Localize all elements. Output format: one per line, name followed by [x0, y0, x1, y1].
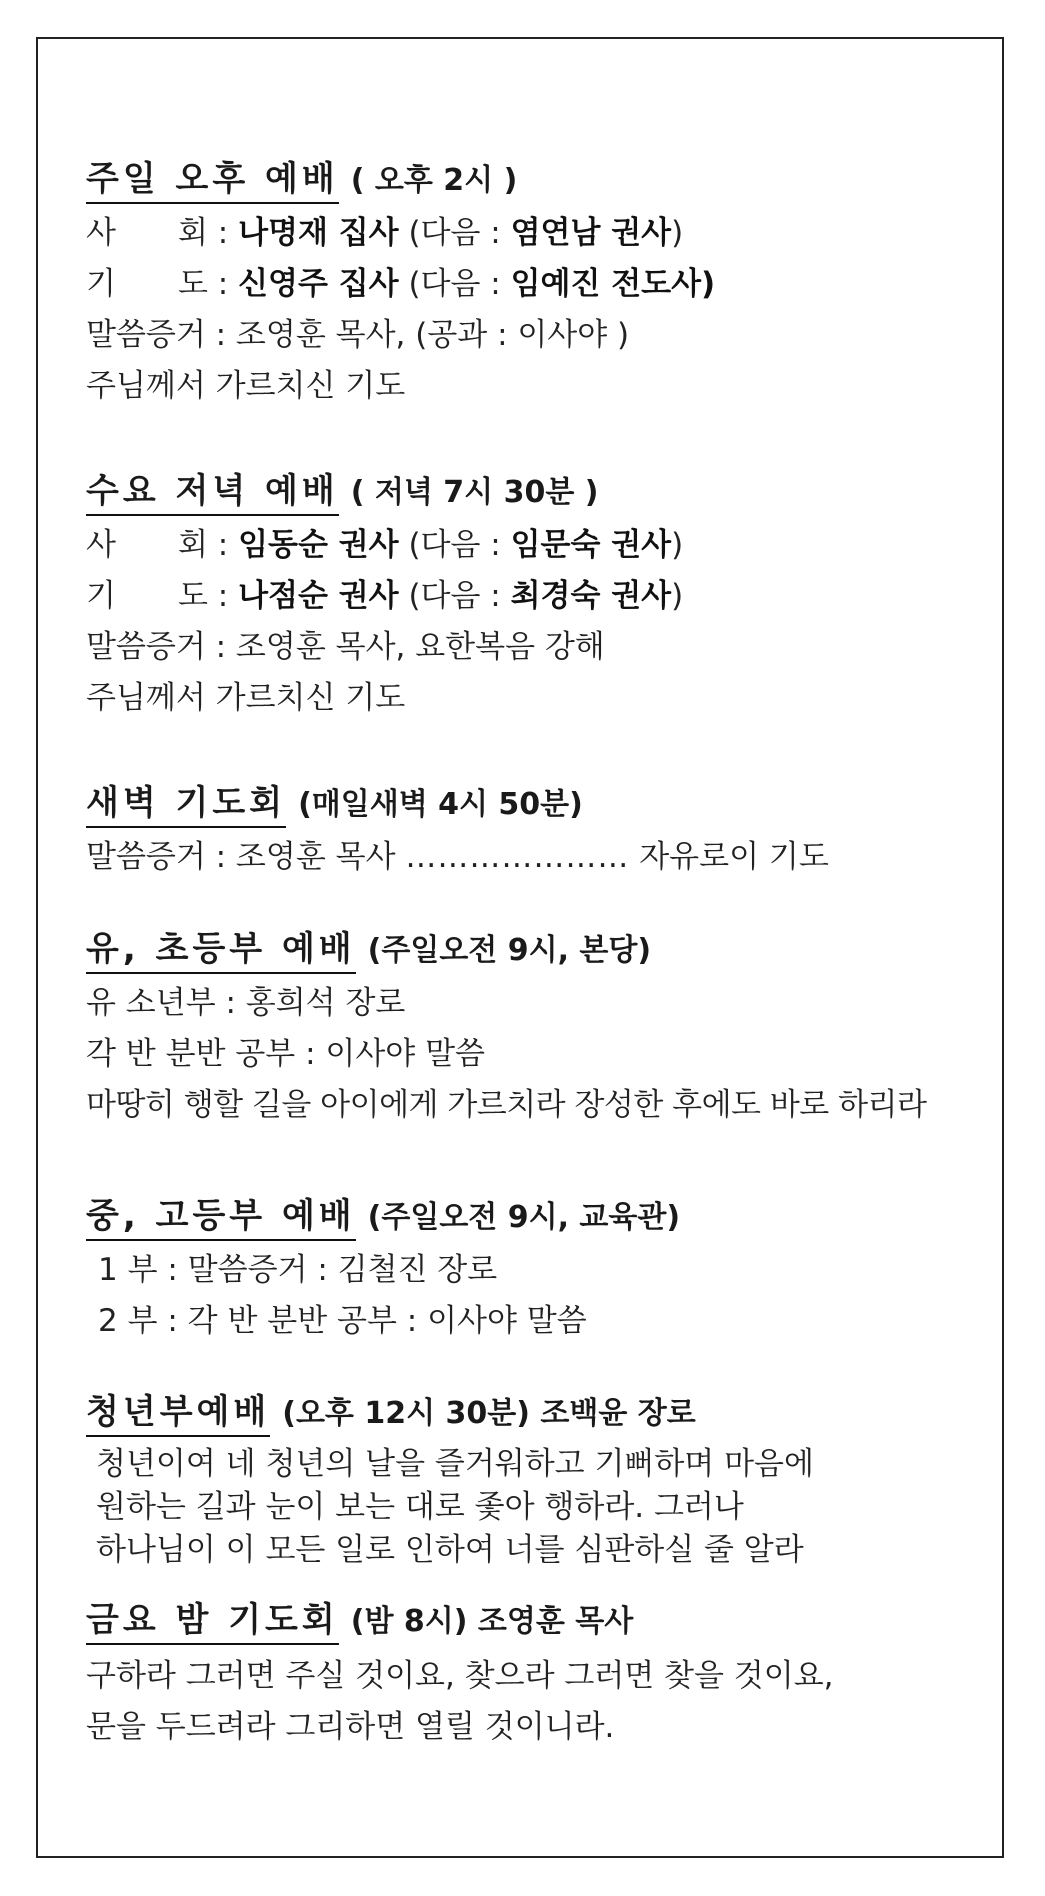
section-time: (주일오전 9시, 교육관)	[367, 1200, 681, 1235]
section-sunday-afternoon	[86, 159, 986, 412]
verse-line: 구하라 그러면 주실 것이요, 찾으라 그러면 찾을 것이요,	[86, 1658, 834, 1694]
verse-line: 청년이여 네 청년의 날을 즐거워하고 기뻐하며 마음에	[96, 1446, 814, 1482]
section-title: 유, 초등부 예배	[86, 932, 356, 974]
section-title: 금요 밤 기도회	[86, 1603, 339, 1645]
verse-line: 원하는 길과 눈이 보는 대로 좇아 행하라. 그러나	[96, 1489, 744, 1525]
section-friday-night	[86, 1600, 986, 1753]
next-prefix: (다음 :	[408, 215, 511, 251]
prayer-label: 기 도 :	[86, 578, 229, 614]
section-header	[86, 1392, 986, 1437]
prayer-line	[86, 571, 986, 622]
section-time: (매일새벽 4시 50분)	[298, 787, 583, 822]
part1-line: 1 부 : 말씀증거 : 김철진 장로	[98, 1252, 498, 1288]
presider-name: 임동순 권사	[238, 527, 399, 563]
next-suffix: )	[671, 578, 684, 614]
presider-name: 나명재 집사	[238, 215, 399, 251]
extra-line: 주님께서 가르치신 기도	[86, 680, 406, 716]
next-prefix: (다음 :	[408, 266, 511, 302]
study-line: 각 반 분반 공부 : 이사야 말씀	[86, 1036, 485, 1072]
prayer-name: 나점순 권사	[238, 578, 399, 614]
sermon-line: 말씀증거 : 조영훈 목사, 요한복음 강해	[86, 629, 605, 665]
verse-line: 문을 두드려라 그리하면 열릴 것이니라.	[86, 1709, 615, 1745]
extra-line: 주님께서 가르치신 기도	[86, 368, 406, 404]
leader-dots: …………………	[405, 839, 630, 875]
next-prefix: (다음 :	[408, 578, 511, 614]
next-presider-name: 염연남 권사	[510, 215, 672, 251]
sermon-line: 말씀증거 : 조영훈 목사, (공과 : 이사야 )	[86, 317, 630, 353]
section-time: ( 오후 2시 )	[350, 163, 518, 198]
presider-label: 사 회 :	[86, 527, 229, 563]
next-prayer-name: 임예진 전도사)	[510, 266, 716, 302]
sermon-text: 말씀증거 : 조영훈 목사	[86, 839, 406, 875]
sermon-suffix: 자유로이 기도	[629, 839, 829, 875]
section-young-adults	[86, 1392, 986, 1572]
sermon-line	[86, 832, 986, 883]
section-time: ( 저녁 7시 30분 )	[350, 475, 599, 510]
presider-line	[86, 520, 986, 571]
section-header	[86, 159, 986, 204]
section-header	[86, 471, 986, 516]
next-presider-name: 임문숙 권사	[510, 527, 672, 563]
part2-line: 2 부 : 각 반 분반 공부 : 이사야 말씀	[98, 1303, 587, 1339]
section-title: 청년부예배	[86, 1395, 270, 1437]
presider-line	[86, 208, 986, 259]
section-time: (주일오전 9시, 본당)	[367, 933, 652, 968]
prayer-label: 기 도 :	[86, 266, 229, 302]
presider-label: 사 회 :	[86, 215, 229, 251]
next-prayer-name: 최경숙 권사	[510, 578, 672, 614]
section-title: 주일 오후 예배	[86, 162, 339, 204]
verse-line: 마땅히 행할 길을 아이에게 가르치라 장성한 후에도 바로 하리라	[86, 1087, 927, 1123]
section-dawn-prayer	[86, 783, 986, 883]
section-children	[86, 929, 986, 1131]
section-header	[86, 783, 986, 828]
teacher-line: 유 소년부 : 홍희석 장로	[86, 985, 406, 1021]
next-suffix: )	[671, 527, 684, 563]
section-wednesday-evening	[86, 471, 986, 724]
section-header	[86, 1600, 986, 1645]
section-title: 중, 고등부 예배	[86, 1199, 356, 1241]
section-title: 새벽 기도회	[86, 786, 286, 828]
section-youth	[86, 1196, 986, 1347]
section-time: (오후 12시 30분) 조백윤 장로	[282, 1396, 696, 1431]
section-header	[86, 1196, 986, 1241]
verse-line: 하나님이 이 모든 일로 인하여 너를 심판하실 줄 알라	[96, 1532, 804, 1568]
section-header	[86, 929, 986, 974]
prayer-line	[86, 259, 986, 310]
prayer-name: 신영주 집사	[238, 266, 399, 302]
next-prefix: (다음 :	[408, 527, 511, 563]
section-time: (밤 8시) 조영훈 목사	[350, 1604, 634, 1639]
section-title: 수요 저녁 예배	[86, 474, 339, 516]
next-suffix: )	[671, 215, 684, 251]
